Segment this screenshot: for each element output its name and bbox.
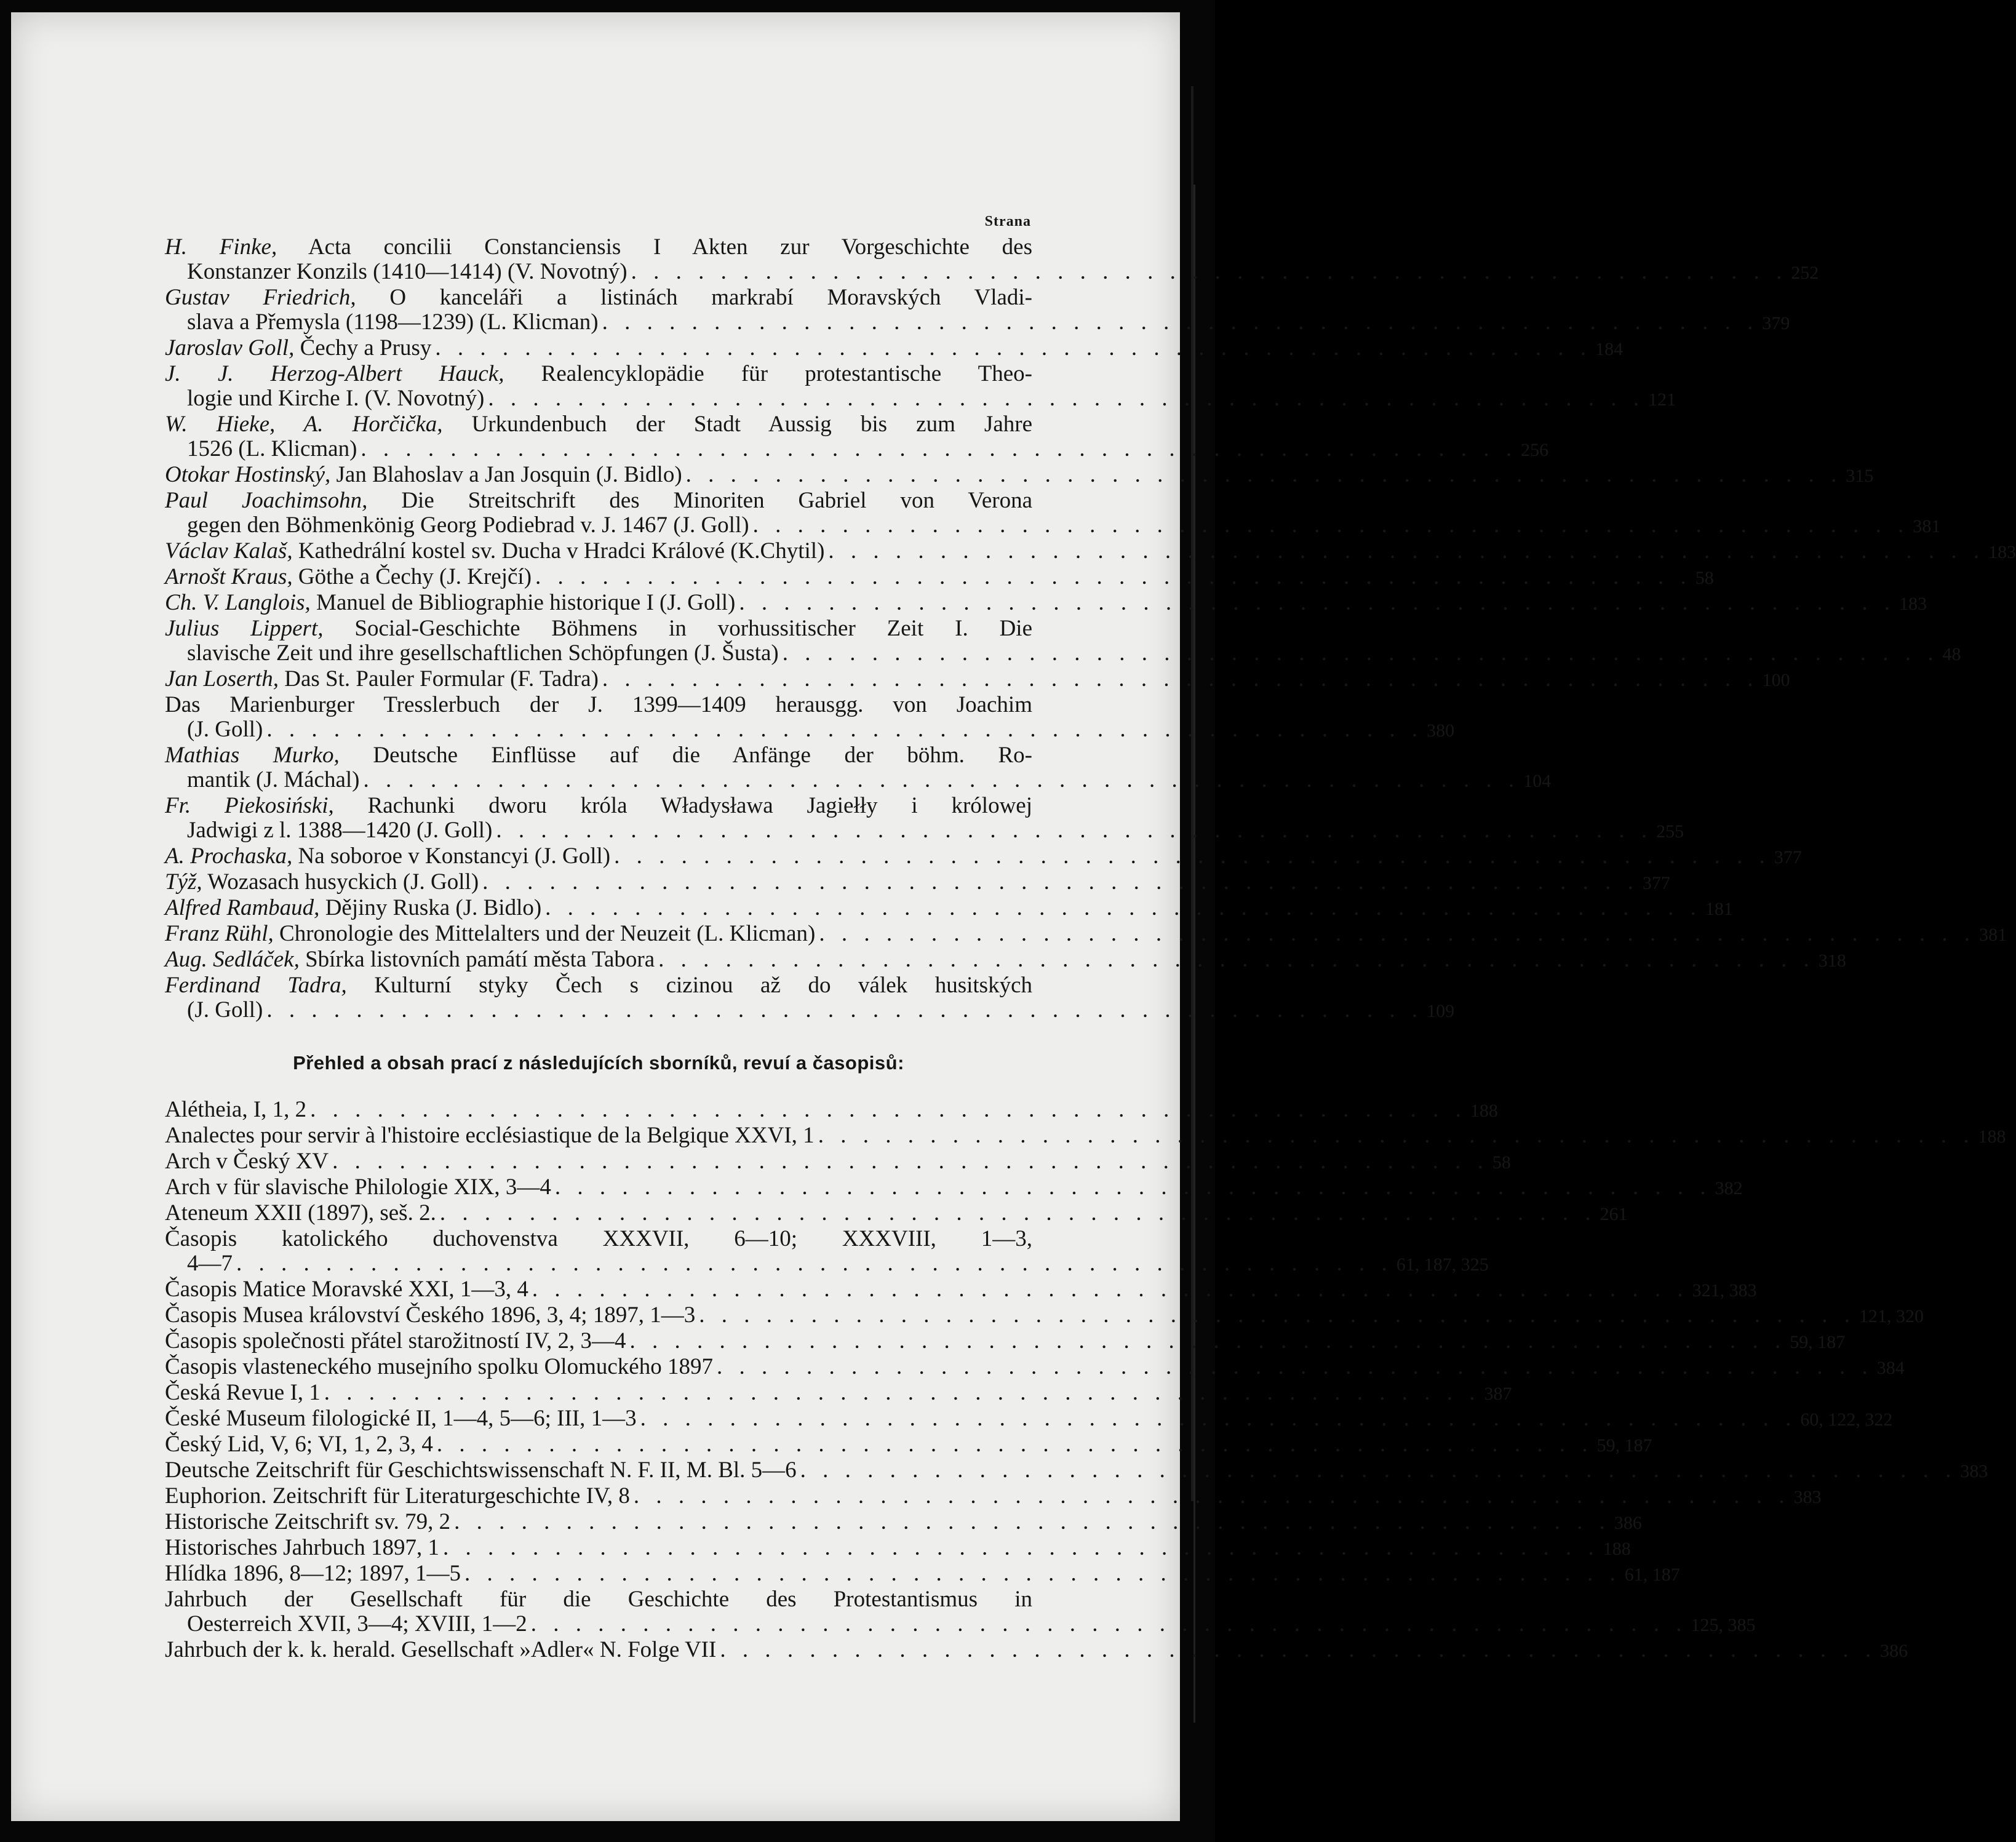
review-entry-last-line	[165, 512, 1941, 539]
periodical-page-number: 61, 187	[1624, 1565, 1680, 1585]
periodical-title-end	[165, 1149, 329, 1174]
periodical-title-end	[165, 1277, 528, 1302]
periodical-title-text: Časopis Matice Moravské XXI, 1—3, 4	[165, 1277, 528, 1302]
review-author: Arnošt Kraus,	[165, 564, 293, 589]
review-author: J. J. Herzog-Albert Hauck,	[165, 361, 504, 386]
review-title-text: O kanceláři a listinách markrabí Moravských Vladi-	[389, 285, 1033, 310]
periodical-entry-last-line	[165, 1483, 1822, 1510]
review-author: Jan Loserth,	[165, 666, 279, 692]
review-page-number: 184	[1595, 339, 1624, 359]
review-entry-last-line	[165, 666, 1790, 693]
dot-leader: . . . . . . . . . . . . . . . . . . . . . . . . . . . . . . . . . . . . . . . . . . . . . . . . . . . .	[488, 386, 1645, 411]
dot-leader: . . . . . . . . . . . . . . . . . . . . . . . . . . . . . . . . . . . . . . . . . . . . . . . . . . . .	[361, 436, 1518, 461]
dot-leader: . . . . . . . . . . . . . . . . . . . . . . . . . . . . . . . . . . . . . . . . . . . . . . . . . . . .	[629, 1328, 1787, 1354]
review-title-text: (J. Goll)	[187, 717, 263, 742]
dot-leader: . . . . . . . . . . . . . . . . . . . . . . . . . . . . . . . . . . . . . . . . . . . . . . . . . . . .	[443, 1535, 1600, 1560]
periodical-page-number: 59, 187	[1596, 1435, 1652, 1456]
dot-leader: . . . . . . . . . . . . . . . . . . . . . . . . . . . . . . . . . . . . . . . . . . . . . . . . . . . .	[482, 869, 1639, 895]
dot-leader: . . . . . . . . . . . . . . . . . . . . . . . . . . . . . . . . . . . . . . . . . . . . . . . . . . . .	[602, 309, 1759, 335]
review-entry	[165, 947, 1846, 973]
periodical-page-number: 61, 187, 325	[1396, 1254, 1489, 1275]
periodical-entry	[165, 1457, 1988, 1484]
periodical-page-number: 60, 122, 322	[1800, 1409, 1893, 1430]
review-title-text: 1526 (L. Klicman)	[187, 436, 357, 461]
review-title-text: Wozasach husyckich (J. Goll)	[207, 869, 479, 895]
review-entry-last-line	[165, 590, 1927, 616]
page-column-label: Strana	[984, 213, 1031, 229]
review-entry	[165, 488, 1941, 539]
dot-leader: . . . . . . . . . . . . . . . . . . . . . . . . . . . . . . . . . . . . . . . . . . . . . . . . . . . .	[310, 1097, 1467, 1122]
review-title-text: gegen den Böhmenkönig Georg Podiebrad v. J. 1467 (J. Goll)	[187, 512, 749, 538]
periodical-title-text: Historisches Jahrbuch 1897, 1	[165, 1535, 439, 1560]
periodical-entry	[165, 1561, 1680, 1587]
periodical-entry-last-line	[165, 1457, 1988, 1484]
periodical-title-text: Časopis Musea království Českého 1896, 3, 4; 1897, 1—3	[165, 1302, 696, 1328]
review-title-end	[187, 768, 360, 792]
review-page-number: 109	[1427, 1001, 1455, 1021]
review-page-number: 100	[1762, 670, 1790, 690]
review-title-text: Das Marienburger Tresslerbuch der J. 1399—1409 herausgg. von Joachim	[165, 692, 1032, 717]
review-title-text: Chronologie des Mittelalters und der Neuzeit (L. Klicman)	[279, 921, 816, 946]
review-entry-last-line	[165, 947, 1846, 973]
periodical-page-number: 58	[1492, 1152, 1511, 1173]
dot-leader: . . . . . . . . . . . . . . . . . . . . . . . . . . . . . . . . . . . . . . . . . . . . . . . . . . . .	[640, 1406, 1797, 1431]
review-entry	[165, 285, 1790, 336]
review-entry-first-line	[165, 616, 1032, 641]
review-entry-first-line	[165, 794, 1032, 818]
page-content	[165, 209, 2016, 1664]
review-title-text: Konstanzer Konzils (1410—1414) (V. Novotný)	[187, 259, 628, 284]
review-entry-last-line	[165, 869, 1670, 896]
review-entry-last-line	[165, 309, 1790, 336]
review-author: W. Hieke, A. Horčička,	[165, 412, 443, 437]
review-title-text: Kulturní styky Čech s cizinou až do válek husitských	[374, 973, 1032, 998]
review-title-text: Social-Geschichte Böhmens in vorhussitischer Zeit I. Die	[354, 616, 1033, 641]
review-title-end	[187, 717, 263, 742]
periodical-title-text: Jahrbuch der Gesellschaft für die Geschichte des Protestantismus in	[165, 1587, 1032, 1612]
periodical-title-end	[165, 1458, 797, 1483]
review-author: Otokar Hostinský,	[165, 462, 331, 487]
periodical-page-number: 59, 187	[1790, 1332, 1846, 1352]
periodical-entry-last-line	[165, 1380, 1512, 1406]
dot-leader: . . . . . . . . . . . . . . . . . . . . . . . . . . . . . . . . . . . . . . . . . . . . . . . . . . . .	[602, 666, 1759, 692]
periodical-title-end	[165, 1536, 439, 1560]
review-entry-last-line	[165, 997, 1455, 1024]
review-entry-first-line	[165, 412, 1032, 437]
periodical-entry	[165, 1380, 1512, 1406]
review-title-text: Čechy a Prusy	[300, 335, 432, 361]
review-title-end	[165, 667, 599, 692]
periodical-title-end	[165, 1510, 450, 1534]
dot-leader: . . . . . . . . . . . . . . . . . . . . . . . . . . . . . . . . . . . . . . . . . . . . . . . . . . . .	[828, 538, 1985, 564]
review-entry-first-line	[165, 693, 1032, 717]
periodical-page-number: 386	[1614, 1513, 1642, 1533]
periodical-title-text: Jahrbuch der k. k. herald. Gesellschaft »Adler« N. Folge VII	[165, 1637, 717, 1662]
periodical-title-end	[165, 1381, 321, 1405]
review-entry	[165, 743, 1552, 794]
review-entry-first-line	[165, 362, 1032, 386]
dot-leader: . . . . . . . . . . . . . . . . . . . . . . . . . . . . . . . . . . . . . . . . . . . . . . . . . . . .	[818, 1123, 1975, 1148]
periodical-entry-last-line	[165, 1561, 1680, 1587]
periodical-entry-last-line	[165, 1174, 1743, 1201]
periodical-entry	[165, 1637, 1908, 1664]
dot-leader: . . . . . . . . . . . . . . . . . . . . . . . . . . . . . . . . . . . . . . . . . . . . . . . . . . . .	[464, 1561, 1621, 1586]
dot-leader: . . . . . . . . . . . . . . . . . . . . . . . . . . . . . . . . . . . . . . . . . . . . . . . . . . . .	[530, 1611, 1687, 1637]
review-entry-first-line	[165, 235, 1032, 260]
review-author: Alfred Rambaud,	[165, 895, 320, 920]
periodical-entry-last-line	[165, 1354, 1905, 1381]
periodical-entry-last-line	[165, 1611, 1756, 1638]
periodical-title-text: Česká Revue I, 1	[165, 1380, 321, 1405]
periodical-entry-first-line	[165, 1227, 1032, 1251]
periodical-entry-last-line	[165, 1302, 1924, 1329]
dot-leader: . . . . . . . . . . . . . . . . . . . . . . . . . . . . . . . . . . . . . . . . . . . . . . . . . . . .	[332, 1149, 1489, 1174]
dot-leader: . . . . . . . . . . . . . . . . . . . . . . . . . . . . . . . . . . . . . . . . . . . . . . . . . . . .	[716, 1354, 1873, 1379]
review-title-text: Urkundenbuch der Stadt Aussig bis zum Jahre	[471, 412, 1032, 437]
periodical-entry-last-line	[165, 1123, 2006, 1149]
periodical-page-number: 125, 385	[1691, 1615, 1756, 1635]
periodical-entry-last-line	[165, 1509, 1642, 1536]
review-author: Aug. Sedláček,	[165, 947, 300, 972]
periodical-title-text: Deutsche Zeitschrift für Geschichtswissenschaft N. F. II, M. Bl. 5—6	[165, 1457, 797, 1483]
dot-leader: . . . . . . . . . . . . . . . . . . . . . . . . . . . . . . . . . . . . . . . . . . . . . . . . . . . .	[720, 1637, 1877, 1662]
dot-leader: . . . . . . . . . . . . . . . . . . . . . . . . . . . . . . . . . . . . . . . . . . . . . . . . . . . .	[800, 1457, 1957, 1483]
review-page-number: 318	[1818, 951, 1846, 971]
dot-leader: . . . . . . . . . . . . . . . . . . . . . . . . . . . . . . . . . . . . . . . . . . . . . . . . . . . .	[782, 640, 1939, 666]
review-entry-last-line	[165, 462, 1874, 488]
review-title-end	[187, 513, 749, 538]
periodical-page-number: 261	[1600, 1204, 1628, 1224]
periodical-title-text: Arch v für slavische Philologie XIX, 3—4	[165, 1174, 551, 1200]
review-page-number: 377	[1774, 847, 1802, 867]
periodical-page-number: 384	[1876, 1358, 1905, 1378]
review-title-text: Rachunki dworu króla Władysława Jagiełły i królowej	[367, 793, 1032, 818]
periodical-entry-last-line	[165, 1432, 1652, 1458]
review-title-text: logie und Kirche I. (V. Novotný)	[187, 386, 485, 411]
dot-leader: . . . . . . . . . . . . . . . . . . . . . . . . . . . . . . . . . . . . . . . . . . . . . . . . . . . .	[324, 1380, 1481, 1405]
review-entry	[165, 538, 2016, 565]
periodical-title-end	[165, 1406, 637, 1431]
review-title-end	[165, 539, 824, 564]
periodical-page-number: 387	[1484, 1384, 1512, 1404]
periodical-entry	[165, 1123, 2006, 1149]
review-entry	[165, 616, 1961, 667]
periodical-entry-last-line	[165, 1097, 1498, 1123]
periodical-title-text: Časopis katolického duchovenstva XXXVII, 6—10; XXXVIII, 1—3,	[165, 1226, 1032, 1251]
review-page-number: 121	[1648, 389, 1676, 410]
periodical-entry	[165, 1354, 1905, 1381]
periodical-title-end	[165, 1123, 815, 1148]
review-author: Václav Kalaš,	[165, 538, 293, 564]
dot-leader: . . . . . . . . . . . . . . . . . . . . . . . . . . . . . . . . . . . . . . . . . . . . . . . . . . . .	[439, 1200, 1596, 1226]
review-page-number: 183	[1988, 542, 2016, 562]
review-title-text: (J. Goll)	[187, 997, 263, 1023]
periodical-title-end	[187, 1251, 233, 1276]
periodical-title-end	[165, 1201, 436, 1226]
periodical-entry-last-line	[165, 1328, 1846, 1355]
review-title-text: slavische Zeit und ihre gesellschaftlichen Schöpfungen (J. Šusta)	[187, 640, 779, 666]
periodical-entry	[165, 1432, 1652, 1458]
review-title-text: Jadwigi z l. 1388—1420 (J. Goll)	[187, 818, 493, 843]
review-title-text: Deutsche Einflüsse auf die Anfänge der böhm. Ro-	[373, 743, 1033, 768]
review-author: Jaroslav Goll,	[165, 335, 295, 361]
review-entry-last-line	[165, 843, 1802, 870]
review-entry-last-line	[165, 767, 1552, 794]
periodical-entry-last-line	[165, 1406, 1893, 1432]
review-title-end	[187, 641, 779, 666]
periodical-title-end	[165, 1638, 716, 1662]
review-entry	[165, 590, 1927, 616]
review-entry	[165, 412, 1549, 463]
review-entry	[165, 793, 1684, 844]
review-entry	[165, 666, 1790, 693]
periodical-entry	[165, 1097, 1498, 1123]
review-entry-last-line	[165, 895, 1733, 922]
dot-leader: . . . . . . . . . . . . . . . . . . . . . . . . . . . . . . . . . . . . . . . . . . . . . . . . . . . .	[363, 767, 1520, 792]
periodical-entry	[165, 1226, 1489, 1277]
periodical-page-number: 383	[1793, 1487, 1822, 1507]
periodical-page-number: 121, 320	[1859, 1306, 1924, 1326]
periodical-title-end	[165, 1175, 551, 1200]
review-title-text: mantik (J. Máchal)	[187, 767, 360, 792]
review-entry-last-line	[165, 640, 1961, 667]
review-author: Ch. V. Langlois,	[165, 590, 311, 615]
dot-leader: . . . . . . . . . . . . . . . . . . . . . . . . . . . . . . . . . . . . . . . . . . . . . . . . . . . .	[819, 921, 1976, 946]
periodical-page-number: 188	[1603, 1539, 1631, 1559]
periodical-title-end	[165, 1303, 695, 1328]
dot-leader: . . . . . . . . . . . . . . . . . . . . . . . . . . . . . . . . . . . . . . . . . . . . . . . . . . . .	[633, 1483, 1790, 1509]
review-author: Týž,	[165, 869, 202, 895]
review-entry-last-line	[165, 436, 1549, 463]
review-page-number: 377	[1642, 873, 1670, 893]
review-title-text: Acta concilii Constanciensis I Akten zur Vorgeschichte des	[308, 234, 1032, 260]
dot-leader: . . . . . . . . . . . . . . . . . . . . . . . . . . . . . . . . . . . . . . . . . . . . . . . . . . . .	[266, 997, 1424, 1023]
periodical-entry-last-line	[165, 1535, 1631, 1561]
periodical-title-text: Euphorion. Zeitschrift für Literaturgeschichte IV, 8	[165, 1483, 630, 1509]
dot-leader: . . . . . . . . . . . . . . . . . . . . . . . . . . . . . . . . . . . . . . . . . . . . . . . . . . . .	[739, 590, 1896, 615]
periodical-title-end	[165, 1355, 713, 1379]
review-entry-first-line	[165, 285, 1032, 310]
review-author: Julius Lippert,	[165, 616, 324, 641]
review-author: Ferdinand Tadra,	[165, 973, 347, 998]
periodical-entry	[165, 1587, 1756, 1638]
periodical-title-text: Časopis společnosti přátel starožitností IV, 2, 3—4	[165, 1328, 626, 1354]
review-page-number: 381	[1979, 925, 2007, 945]
dot-leader: . . . . . . . . . . . . . . . . . . . . . . . . . . . . . . . . . . . . . . . . . . . . . . . . . . . .	[631, 259, 1788, 284]
review-title-text: Sbírka listovních památí města Tabora	[305, 947, 655, 972]
review-page-number: 315	[1846, 466, 1874, 486]
review-entry-last-line	[165, 335, 1624, 362]
dot-leader: . . . . . . . . . . . . . . . . . . . . . . . . . . . . . . . . . . . . . . . . . . . . . . . . . . . .	[554, 1174, 1711, 1200]
review-entry	[165, 973, 1455, 1024]
periodical-entry-first-line	[165, 1587, 1032, 1612]
review-page-number: 183	[1899, 594, 1927, 614]
review-title-end	[187, 310, 599, 335]
review-title-text: slava a Přemysla (1198—1239) (L. Klicman)	[187, 309, 599, 335]
review-author: H. Finke,	[165, 234, 277, 260]
periodical-title-text: Arch v Český XV	[165, 1149, 329, 1174]
dot-leader: . . . . . . . . . . . . . . . . . . . . . . . . . . . . . . . . . . . . . . . . . . . . . . . . . . . .	[535, 564, 1692, 589]
review-title-text: Kathedrální kostel sv. Ducha v Hradci Králové (K.Chytil)	[298, 538, 825, 564]
review-page-number: 252	[1791, 263, 1819, 283]
periodical-page-number: 321, 383	[1692, 1280, 1757, 1301]
periodical-entry-last-line	[165, 1200, 1628, 1227]
periodical-entry-last-line	[165, 1149, 1511, 1175]
review-title-end	[187, 818, 492, 843]
dot-leader: . . . . . . . . . . . . . . . . . . . . . . . . . . . . . . . . . . . . . . . . . . . . . . . . . . . .	[685, 462, 1843, 487]
dot-leader: . . . . . . . . . . . . . . . . . . . . . . . . . . . . . . . . . . . . . . . . . . . . . . . . . . . .	[658, 947, 1815, 972]
review-entry-last-line	[165, 921, 2007, 947]
review-page-number: 255	[1656, 821, 1684, 842]
review-title-text: Dějiny Ruska (J. Bidlo)	[325, 895, 542, 920]
periodical-entry-last-line	[165, 1251, 1489, 1277]
periodical-entry	[165, 1406, 1893, 1432]
periodical-title-text: Oesterreich XVII, 3—4; XVIII, 1—2	[187, 1611, 527, 1637]
review-title-end	[165, 947, 655, 972]
review-title-text: Manuel de Bibliographie historique I (J. Goll)	[316, 590, 736, 615]
review-entry-last-line	[165, 259, 1819, 285]
periodical-entry	[165, 1328, 1846, 1355]
review-author: A. Prochaska,	[165, 843, 293, 869]
periodical-title-text: Alétheia, I, 1, 2	[165, 1097, 307, 1122]
review-title-text: Die Streitschrift des Minoriten Gabriel von Verona	[401, 488, 1033, 513]
review-page-number: 379	[1762, 313, 1790, 333]
periodical-page-number: 188	[1978, 1126, 2006, 1147]
dot-leader: . . . . . . . . . . . . . . . . . . . . . . . . . . . . . . . . . . . . . . . . . . . . . . . . . . . .	[614, 843, 1771, 869]
periodicals-list	[165, 1097, 2006, 1664]
review-title-end	[187, 998, 263, 1023]
review-title-text: Realencyklopädie für protestantische Theo-	[541, 361, 1032, 386]
review-title-text: Jan Blahoslav a Jan Josquin (J. Bidlo)	[336, 462, 682, 487]
review-title-end	[165, 922, 815, 946]
dot-leader: . . . . . . . . . . . . . . . . . . . . . . . . . . . . . . . . . . . . . . . . . . . . . . . . . . . .	[699, 1302, 1856, 1328]
periodical-page-number: 383	[1960, 1461, 1988, 1481]
review-author: Mathias Murko,	[165, 743, 340, 768]
review-entry-first-line	[165, 488, 1032, 513]
periodical-entry-last-line	[165, 1277, 1757, 1303]
periodical-title-text: Hlídka 1896, 8—12; 1897, 1—5	[165, 1561, 461, 1586]
review-page-number: 256	[1521, 440, 1549, 460]
dot-leader: . . . . . . . . . . . . . . . . . . . . . . . . . . . . . . . . . . . . . . . . . . . . . . . . . . . .	[545, 895, 1702, 920]
periodical-entry	[165, 1509, 1642, 1536]
dot-leader: . . . . . . . . . . . . . . . . . . . . . . . . . . . . . . . . . . . . . . . . . . . . . . . . . . . .	[752, 512, 1910, 538]
review-page-number: 48	[1942, 644, 1961, 664]
periodical-entry	[165, 1535, 1631, 1561]
review-title-end	[165, 844, 610, 869]
periodical-title-end	[165, 1098, 306, 1122]
periodical-title-end	[165, 1432, 433, 1457]
dot-leader: . . . . . . . . . . . . . . . . . . . . . . . . . . . . . . . . . . . . . . . . . . . . . . . . . . . .	[454, 1509, 1611, 1534]
review-page-number: 104	[1523, 771, 1552, 791]
periodical-entry-last-line	[165, 1637, 1908, 1664]
review-entry-last-line	[165, 538, 2016, 565]
dot-leader: . . . . . . . . . . . . . . . . . . . . . . . . . . . . . . . . . . . . . . . . . . . . . . . . . . . .	[266, 717, 1424, 742]
periodical-page-number: 382	[1715, 1178, 1743, 1198]
dot-leader: . . . . . . . . . . . . . . . . . . . . . . . . . . . . . . . . . . . . . . . . . . . . . . . . . . . .	[496, 818, 1653, 843]
dot-leader: . . . . . . . . . . . . . . . . . . . . . . . . . . . . . . . . . . . . . . . . . . . . . . . . . . . .	[236, 1251, 1393, 1276]
periodical-title-text: Historische Zeitschrift sv. 79, 2	[165, 1509, 451, 1534]
review-entry	[165, 462, 1874, 488]
periodical-entry	[165, 1174, 1743, 1201]
section-heading: Přehled a obsah prací z následujících sborníků, revuí a časopisů:	[293, 1052, 904, 1074]
review-entry-last-line	[165, 564, 1714, 591]
review-page-number: 381	[1913, 516, 1941, 536]
review-entry-last-line	[165, 717, 1455, 743]
review-title-end	[187, 260, 628, 284]
periodical-page-number: 386	[1880, 1641, 1908, 1661]
review-page-number: 58	[1695, 568, 1714, 588]
periodical-title-text: Analectes pour servir à l'histoire ecclésiastique de la Belgique XXVI, 1	[165, 1123, 815, 1148]
review-entry-last-line	[165, 386, 1676, 412]
periodical-entry	[165, 1277, 1757, 1303]
review-entry	[165, 895, 1733, 922]
review-entry	[165, 921, 2007, 947]
dot-leader: . . . . . . . . . . . . . . . . . . . . . . . . . . . . . . . . . . . . . . . . . . . . . . . . . . . .	[436, 1432, 1593, 1457]
periodical-title-text: Časopis vlasteneckého musejního spolku Olomuckého 1897	[165, 1354, 713, 1379]
periodical-entry	[165, 1302, 1924, 1329]
review-author: Gustav Friedrich,	[165, 285, 356, 310]
review-author: Franz Rühl,	[165, 921, 274, 946]
periodical-page-number: 188	[1470, 1101, 1498, 1121]
periodical-entry	[165, 1200, 1628, 1227]
review-author: Fr. Piekosiński,	[165, 793, 334, 818]
review-title-text: Göthe a Čechy (J. Krejčí)	[298, 564, 532, 589]
dot-leader: . . . . . . . . . . . . . . . . . . . . . . . . . . . . . . . . . . . . . . . . . . . . . . . . . . . .	[532, 1277, 1689, 1302]
review-page-number: 380	[1427, 720, 1455, 741]
review-entry	[165, 692, 1455, 743]
review-title-end	[165, 565, 532, 589]
review-title-end	[165, 870, 479, 895]
review-entry	[165, 335, 1624, 362]
periodical-title-end	[187, 1612, 527, 1637]
periodical-title-text: 4—7	[187, 1251, 233, 1276]
review-title-end	[187, 386, 484, 411]
periodical-title-end	[165, 1484, 630, 1509]
review-entry-first-line	[165, 743, 1032, 768]
review-entry	[165, 361, 1676, 412]
review-title-text: Na soboroe v Konstancyi (J. Goll)	[298, 843, 611, 869]
reviews-list	[165, 234, 2016, 1024]
review-title-text: Das St. Pauler Formular (F. Tadra)	[284, 666, 599, 692]
periodical-title-text: Český Lid, V, 6; VI, 1, 2, 3, 4	[165, 1432, 433, 1457]
periodical-entry	[165, 1483, 1822, 1510]
review-entry	[165, 843, 1802, 870]
review-entry-last-line	[165, 818, 1684, 844]
periodical-title-end	[165, 1329, 626, 1354]
periodical-entry	[165, 1149, 1511, 1175]
review-entry	[165, 564, 1714, 591]
periodical-title-end	[165, 1561, 461, 1586]
review-entry	[165, 869, 1670, 896]
periodical-title-text: Ateneum XXII (1897), seš. 2.	[165, 1200, 436, 1226]
review-title-end	[165, 591, 735, 615]
review-entry	[165, 234, 1819, 285]
periodical-title-text: České Museum filologické II, 1—4, 5—6; III, 1—3	[165, 1406, 637, 1431]
review-entry-first-line	[165, 973, 1032, 998]
review-title-end	[165, 896, 541, 920]
review-title-end	[165, 336, 431, 361]
review-title-end	[165, 463, 682, 487]
dot-leader: . . . . . . . . . . . . . . . . . . . . . . . . . . . . . . . . . . . . . . . . . . . . . . . . . . . .	[435, 335, 1592, 361]
review-page-number: 181	[1705, 899, 1733, 919]
review-author: Paul Joachimsohn,	[165, 488, 368, 513]
review-title-end	[187, 437, 357, 461]
